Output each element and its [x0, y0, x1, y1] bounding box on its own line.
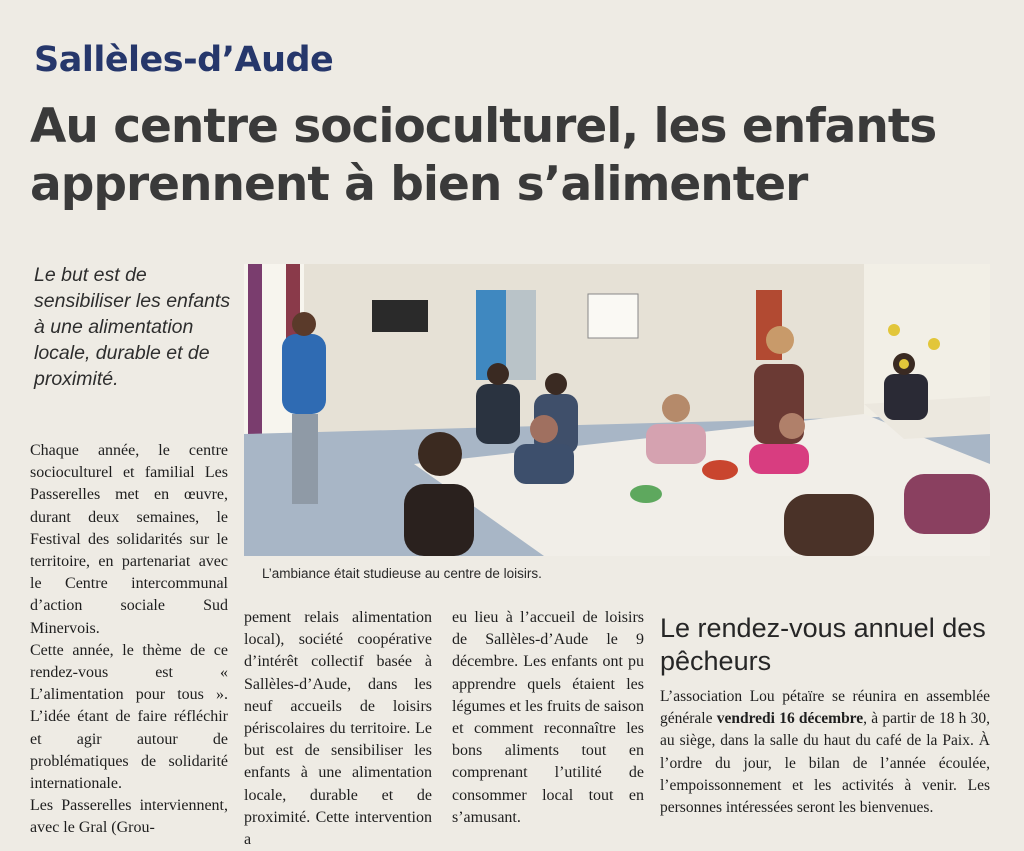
article-column-1 — [30, 440, 228, 840]
photo-caption: L’ambiance était studieuse au centre de loisirs. — [262, 566, 542, 581]
paragraph: Cette année, le thème de ce rendez-vous est « L’alimentation pour tous ». L’idée étant de faire réfléchir et agir autour de problématiques de solidarité internationale. — [30, 641, 228, 793]
paragraph: Chaque année, le centre socioculturel et familial Les Passerelles met en œuvre, durant deux semaines, le Festival des solidarités sur le territoire, en partenariat avec le Centre intercommunal d’action sociale Sud Minervois. — [30, 442, 228, 637]
paragraph — [660, 686, 990, 819]
article-column-3 — [452, 607, 644, 829]
brief-date: vendredi 16 décembre — [716, 710, 864, 728]
brief-text-end: , à partir de 18 h 30, au siège, dans la salle du haut du café de la Paix. À l’ordre du jour, le bilan de l’année écoulée, l’empoissonnement et les activités à venir. Les personnes intéressées seront les bienvenues. — [660, 710, 990, 817]
article-photo — [244, 264, 990, 556]
brief-text-start: L’association Lou pétaïre se réunira en assemblée générale — [660, 688, 990, 728]
classroom-photo-illustration — [244, 264, 990, 556]
headline: Au centre socioculturel, les enfants apprennent à bien s’alimenter — [30, 99, 937, 212]
locality-kicker: Sallèles-d’Aude — [34, 40, 334, 80]
article-column-2 — [244, 607, 432, 851]
paragraph: pement relais alimentation local), société coopérative d’intérêt collectif basée à Sallèles-d’Aude, dans les neuf accueils de loisirs périscolaires du territoire. Le but est de sensibiliser les enfants à une alimentation locale, durable et de proximité. Cette intervention a — [244, 609, 432, 849]
brief-body — [660, 686, 990, 819]
brief-title: Le rendez-vous annuel des pêcheurs — [660, 613, 986, 676]
lede: Le but est de sensibiliser les enfants à une alimentation locale, durable et de proximité. — [34, 264, 231, 390]
paragraph: eu lieu à l’accueil de loisirs de Sallèles-d’Aude le 9 décembre. Les enfants ont pu apprendre quels étaient les légumes et les fruits de saison et comment reconnaître les bons aliments tout en comprenant l’utilité de consommer local tout en s’amusant. — [452, 609, 644, 826]
paragraph: Les Passerelles interviennent, avec le Gral (Grou- — [30, 797, 228, 837]
